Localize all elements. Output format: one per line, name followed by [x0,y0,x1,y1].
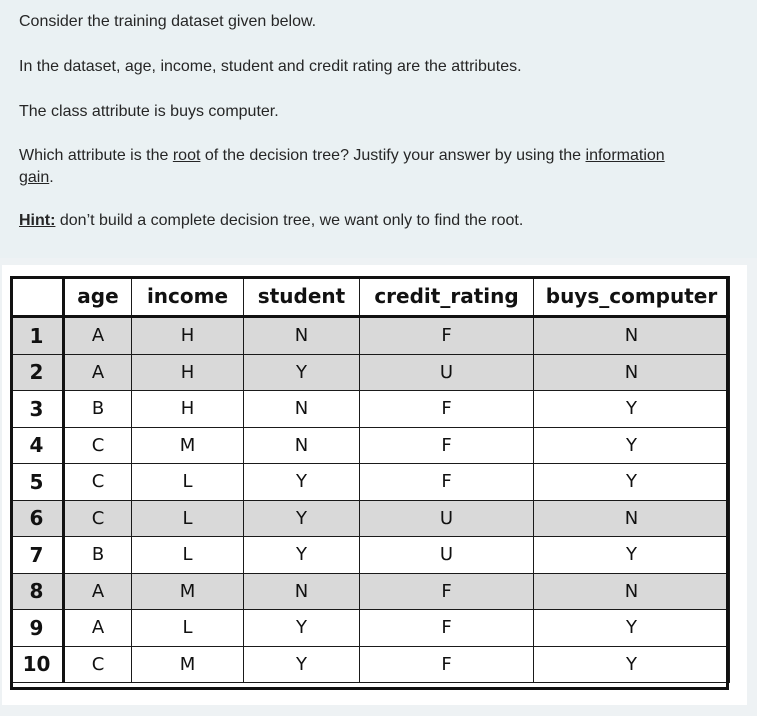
cell-idx: 4 [11,427,64,464]
table-row [11,610,730,647]
cell-idx: 8 [11,573,64,610]
cell-income: L [132,537,244,574]
cell-student: Y [244,610,360,647]
period: . [49,169,54,186]
question-line-continued [19,167,54,189]
cell-age: A [64,610,132,647]
cell-age: A [64,354,132,391]
information-term: information [585,147,665,164]
cell-income: L [132,610,244,647]
cell-buys-computer: Y [534,610,730,647]
cell-credit-rating: F [360,610,534,647]
cell-credit-rating: F [360,464,534,501]
header-income: income [132,277,244,317]
cell-income: M [132,427,244,464]
cell-idx: 10 [11,646,64,683]
cell-buys-computer: Y [534,464,730,501]
cell-idx: 5 [11,464,64,501]
table-row [11,537,730,574]
cell-buys-computer: Y [534,646,730,683]
cell-idx: 3 [11,391,64,428]
cell-income: L [132,464,244,501]
cell-buys-computer: N [534,573,730,610]
table-row [11,573,730,610]
cell-income: H [132,354,244,391]
cell-age: C [64,427,132,464]
cell-credit-rating: U [360,500,534,537]
header-row [11,277,730,317]
cell-credit-rating: U [360,537,534,574]
cell-idx: 1 [11,317,64,355]
cell-income: L [132,500,244,537]
cell-age: C [64,464,132,501]
cell-buys-computer: N [534,354,730,391]
header-buys-computer: buys_computer [534,277,730,317]
cell-buys-computer: Y [534,537,730,574]
table-row [11,464,730,501]
cell-age: B [64,537,132,574]
cell-age: B [64,391,132,428]
question-text-middle: of the decision tree? Justify your answer by using the [200,147,586,164]
cell-income: H [132,391,244,428]
cell-student: Y [244,646,360,683]
class-attribute-line: The class attribute is buys computer. [19,103,279,120]
cell-credit-rating: F [360,646,534,683]
cell-income: M [132,573,244,610]
header-student: student [244,277,360,317]
cell-age: A [64,573,132,610]
cell-income: H [132,317,244,355]
cell-buys-computer: Y [534,427,730,464]
root-term: root [172,147,201,164]
cell-buys-computer: N [534,317,730,355]
attributes-line: In the dataset, age, income, student and credit rating are the attributes. [19,58,522,75]
cell-credit-rating: F [360,317,534,355]
table-row [11,427,730,464]
dataset-image [2,265,747,705]
cell-student: Y [244,464,360,501]
cell-student: N [244,391,360,428]
table-row [11,646,730,683]
cell-age: A [64,317,132,355]
cell-credit-rating: F [360,427,534,464]
cell-idx: 6 [11,500,64,537]
hint-label: Hint: [19,212,56,229]
hint-text: don’t build a complete decision tree, we want only to find the root. [55,212,524,229]
header-index [11,277,64,317]
cell-credit-rating: F [360,391,534,428]
cell-idx: 9 [11,610,64,647]
cell-student: Y [244,500,360,537]
hint-line [19,210,523,232]
question-text-panel [0,0,757,258]
cell-student: Y [244,354,360,391]
cell-student: N [244,573,360,610]
header-credit-rating: credit_rating [360,277,534,317]
cell-student: N [244,427,360,464]
training-dataset-table [10,276,730,683]
header-age: age [64,277,132,317]
cell-idx: 2 [11,354,64,391]
cell-student: N [244,317,360,355]
cell-buys-computer: N [534,500,730,537]
question-text-start: Which attribute is the [19,147,173,164]
table-row [11,391,730,428]
cell-age: C [64,500,132,537]
cell-age: C [64,646,132,683]
intro-line: Consider the training dataset given below. [19,13,317,30]
cell-credit-rating: U [360,354,534,391]
cell-buys-computer: Y [534,391,730,428]
gain-term: gain [19,169,50,186]
table-row [11,317,730,355]
table-row [11,354,730,391]
cell-income: M [132,646,244,683]
table-row [11,500,730,537]
question-line [19,145,665,167]
cell-student: Y [244,537,360,574]
cell-idx: 7 [11,537,64,574]
cell-credit-rating: F [360,573,534,610]
